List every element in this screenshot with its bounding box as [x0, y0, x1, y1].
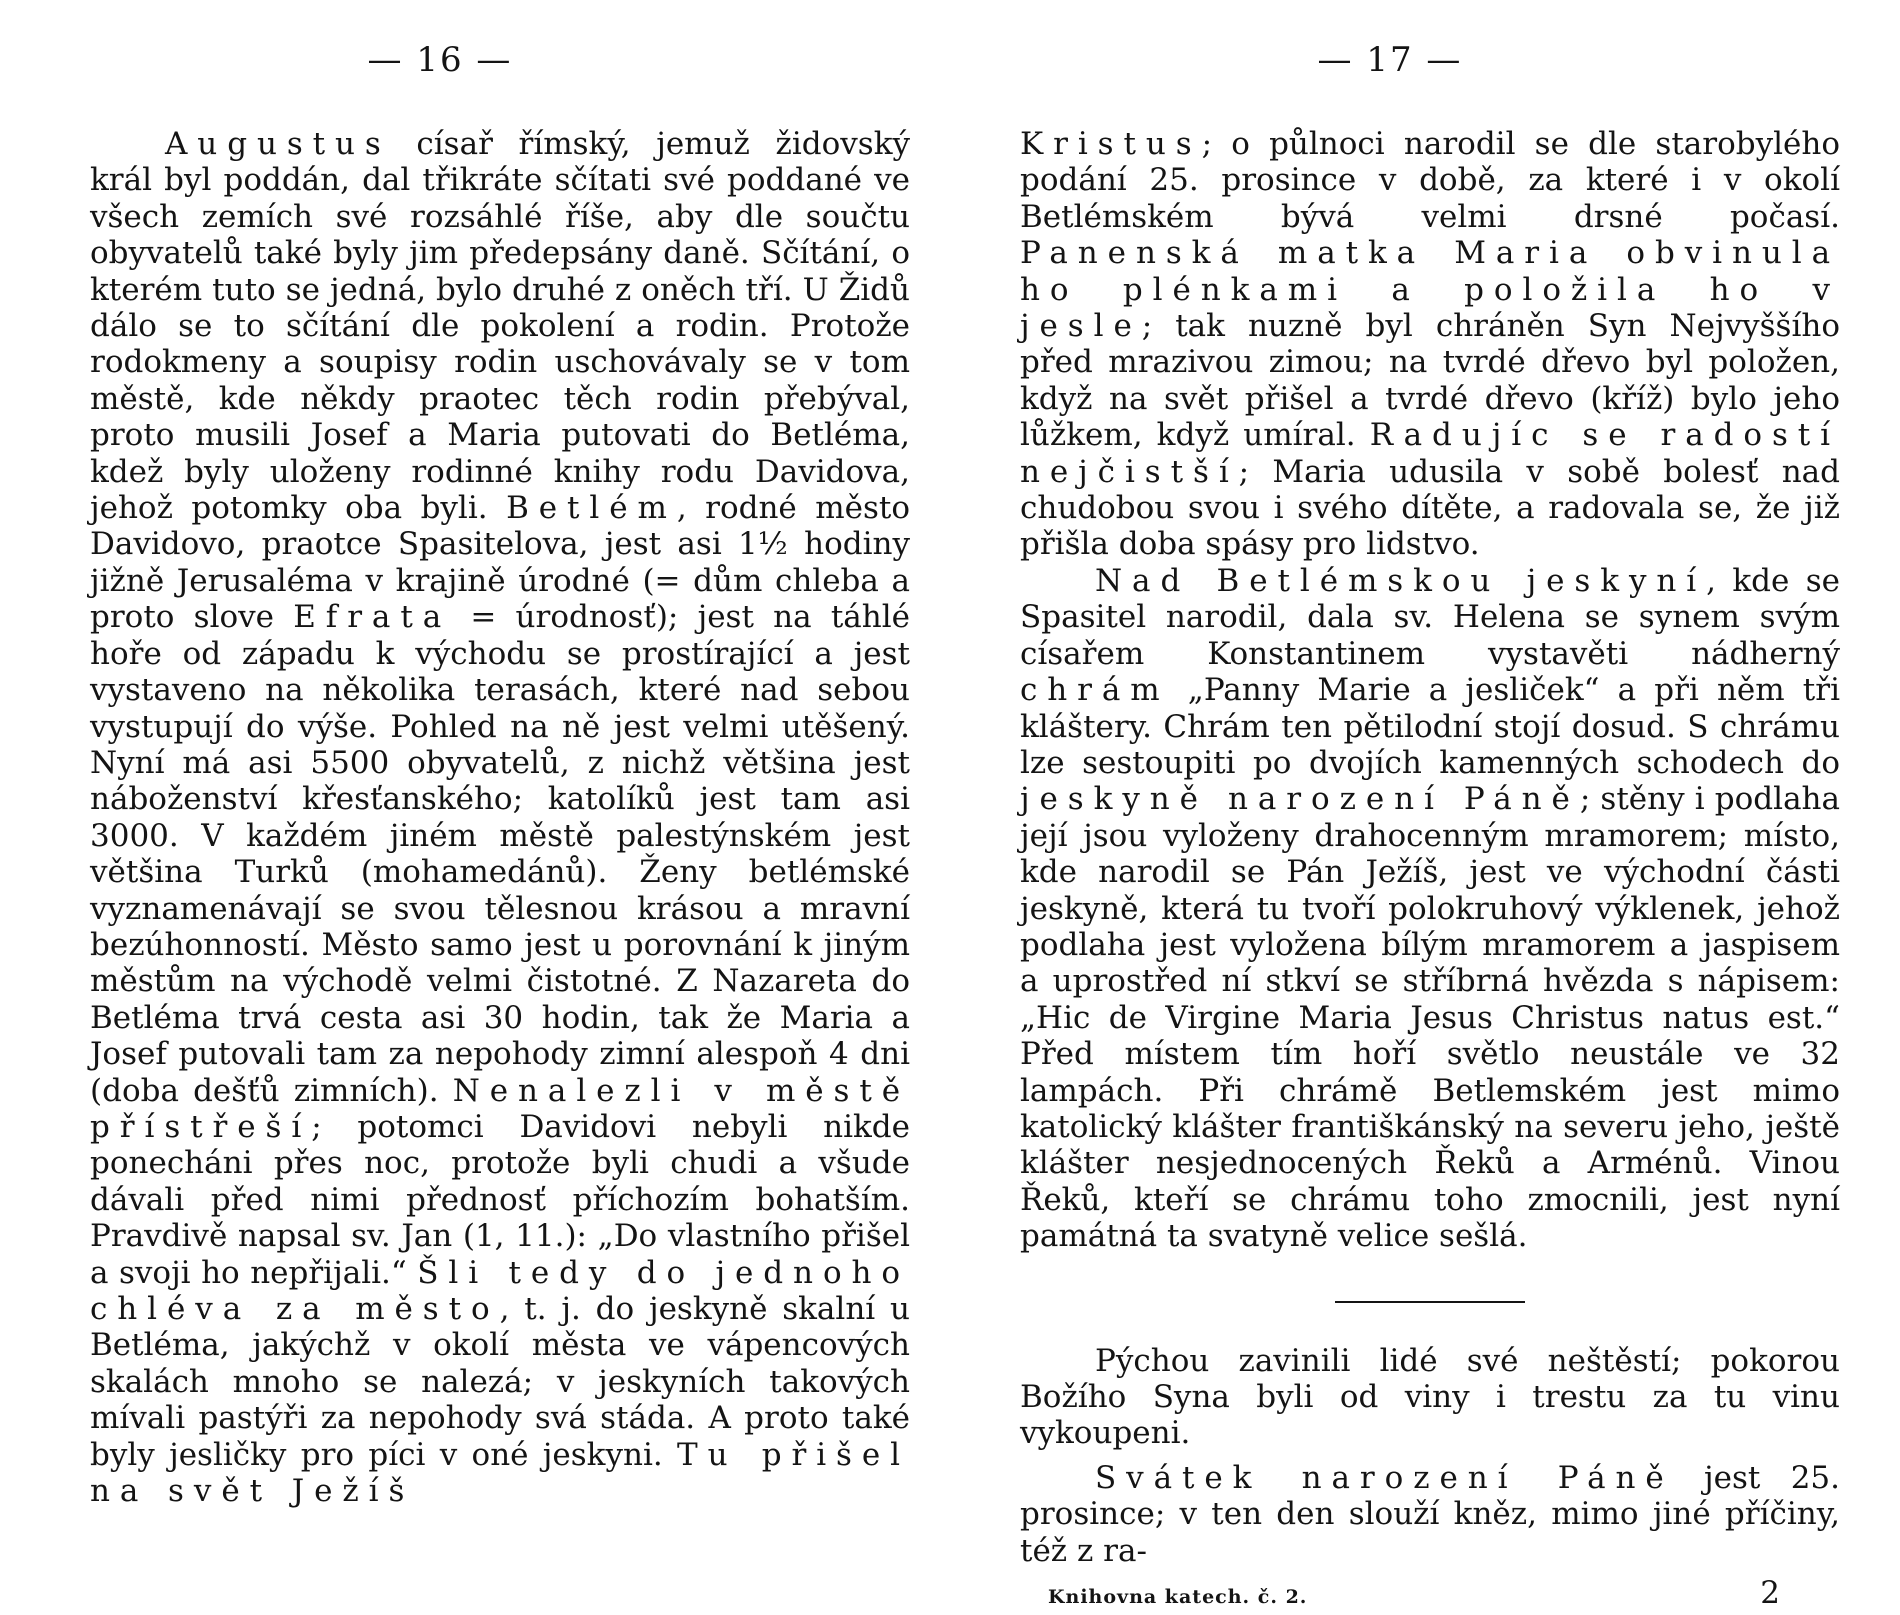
page-footer: [1020, 1575, 1840, 1615]
text-run: = úrodnosť); jest na táhlé hoře od západu k východu se prostírající a jest vystaveno na několika terasách, které nad sebou vystupují do výše. Pohled na ně jest velmi utěšený. Nyní má asi 5500 obyvatelů, z nichž většina jest náboženství křesťanského; katolíků jest tam asi 3000. V každém jiném městě palestýnském jest většina Turků (mohamedánů). Ženy betlémské vyznamenávají se svou tělesnou krásou a mravní bezúhonností. Město samo jest u porovnání k jiným městům na východě velmi čistotné. Z Nazareta do Betléma trvá cesta asi 30 hodin, tak že Maria a Josef putovali tam za nepohody zimní alespoň 4 dni (doba dešťů zimních).: [90, 599, 910, 1109]
text-block-right: [1020, 126, 1840, 1615]
paragraph: [1020, 563, 1840, 1255]
spaced-emphasis: chrám: [1020, 672, 1170, 709]
printer-signature: Knihovna katech. č. 2.: [1048, 1586, 1308, 1609]
paragraph: [1020, 1460, 1840, 1569]
text-run: , kde se Spasitel narodil, dala sv. Helena se synem svým císařem Konstantinem vystavěti nádherný: [1020, 562, 1840, 672]
spaced-emphasis: Svátek narození Páně: [1095, 1459, 1674, 1496]
paragraph: Pýchou zavinili lidé své neštěstí; pokorou Božího Syna byli od viny i trestu za tu vinu vykoupeni.: [1020, 1342, 1840, 1452]
spaced-emphasis: Tu přišel na svět Ježíš: [90, 1436, 910, 1510]
text-run: ; Maria udusila v sobě bolesť nad chudobou svou i svého dítěte, a radovala se, že již přišla doba spásy pro lidstvo.: [1020, 453, 1840, 563]
text-run: , rodné město Davidovo, praotce Spasitelova, jest asi 1½ hodiny jižně Jerusaléma v krajině úrodné (= dům chleba a proto slove: [90, 490, 910, 636]
text-run: ; o půlnoci narodil se dle starobylého podání 25. prosince v době, za které i v okolí Betlémském bývá velmi drsné počasí.: [1020, 126, 1840, 235]
text-block-left: [90, 126, 910, 1509]
spaced-emphasis: Kristus: [1020, 126, 1202, 162]
text-run: jest 25. prosince; v ten den slouží kněz, mimo jiné příčiny, též z ra-: [1020, 1459, 1840, 1569]
page-number-left: — 16 —: [367, 40, 513, 80]
spaced-emphasis: Radujíc se radostí nejčistší: [1020, 417, 1840, 490]
spaced-emphasis: Nad Betlémskou jeskyní: [1095, 562, 1707, 599]
spaced-emphasis: Šli tedy do jednoho chléva za město: [90, 1254, 910, 1327]
page-left: [50, 0, 911, 1510]
page-number-right: — 17 —: [1317, 40, 1463, 80]
spaced-emphasis: Betlém: [506, 490, 677, 527]
spaced-emphasis: jeskyně narození Páně: [1020, 781, 1580, 818]
section-divider: [1335, 1301, 1525, 1303]
text-run: ; stěny i podlaha její jsou vyloženy drahocenným mramorem; místo, kde narodil se Pán Ježíš, jest ve východní části jeskyně, která tu tvoří polokruhový výklenek, jehož podlaha jest vyložena bílým mramorem a jaspisem a uprostřed ní stkví se stříbrná hvězda s nápisem: „Hic de Virgine Maria Jesus Christus natus est.“ Před místem tím hoří světlo neustále ve 32 lampách. Při chrámě Betlemském jest mimo katolický klášter františkánský na severu jeho, ještě klášter nesjednocených Řeků a Arménů. Vinou Řeků, kteří se chrámu toho zmocnili, jest nyní památná ta svatyně velice sešlá.: [1020, 781, 1840, 1255]
spaced-emphasis: Panenská matka Maria obvinula ho plénkami a položila ho v jesle: [1020, 235, 1840, 345]
spaced-emphasis: Nenalezli v městě přístřeší: [90, 1072, 911, 1145]
sheet-number: 2: [1760, 1575, 1780, 1612]
text-run: , t. j. do jeskyně skalní u Betléma, jakýchž v okolí města ve vápencových skalách mnoho se nalezá; v jeskyních takových mívali pastýři za nepohody svá stáda. A proto také byly jesličky pro píci v oné jeskyni.: [90, 1291, 910, 1473]
paragraph: [90, 126, 910, 1509]
page-right: [1000, 0, 1860, 1612]
spaced-emphasis: Efrata: [293, 599, 452, 636]
spaced-emphasis: Augustus: [165, 126, 391, 162]
text-run: císař římský, jemuž židovský král byl poddán, dal třikráte sčítati své poddané ve všech zemích své rozsáhlé říše, aby dle součtu obyvatelů také byly jim předepsány daně. Sčítání, o kterém tuto se jedná, bylo druhé z oněch tří. U Židů dálo se to sčítání dle pokolení a rodin. Protože rodokmeny a soupisy rodin uschovávaly se v tom městě, kde někdy praotec těch rodin přebýval, proto musili Josef a Maria putovati do Betléma, kdež byly uloženy rodinné knihy rodu Davidova, jehož potomky oba byli.: [90, 126, 910, 527]
text-run: „Panny Marie a jesliček“ a při něm tři kláštery. Chrám ten pětilodní stojí dosud. S chrámu lze sestoupiti po dvojích kamenných schodech do: [1020, 672, 1840, 781]
text-run: ; tak nuzně byl chráněn Syn Nejvyššího před mrazivou zimou; na tvrdé dřevo byl položen, když na svět přišel a tvrdé dřevo (kříž) bylo jeho lůžkem, když umíral.: [1020, 308, 1840, 454]
text-run: ; potomci Davidovi nebyli nikde ponecháni přes noc, protože byli chudi a všude dávali před nimi přednosť příchozím bohatším. Pravdivě napsal sv. Jan (1, 11.): „Do vlastního přišel a svoji ho nepřijali.“: [90, 1108, 910, 1291]
paragraph: [1020, 126, 1840, 563]
